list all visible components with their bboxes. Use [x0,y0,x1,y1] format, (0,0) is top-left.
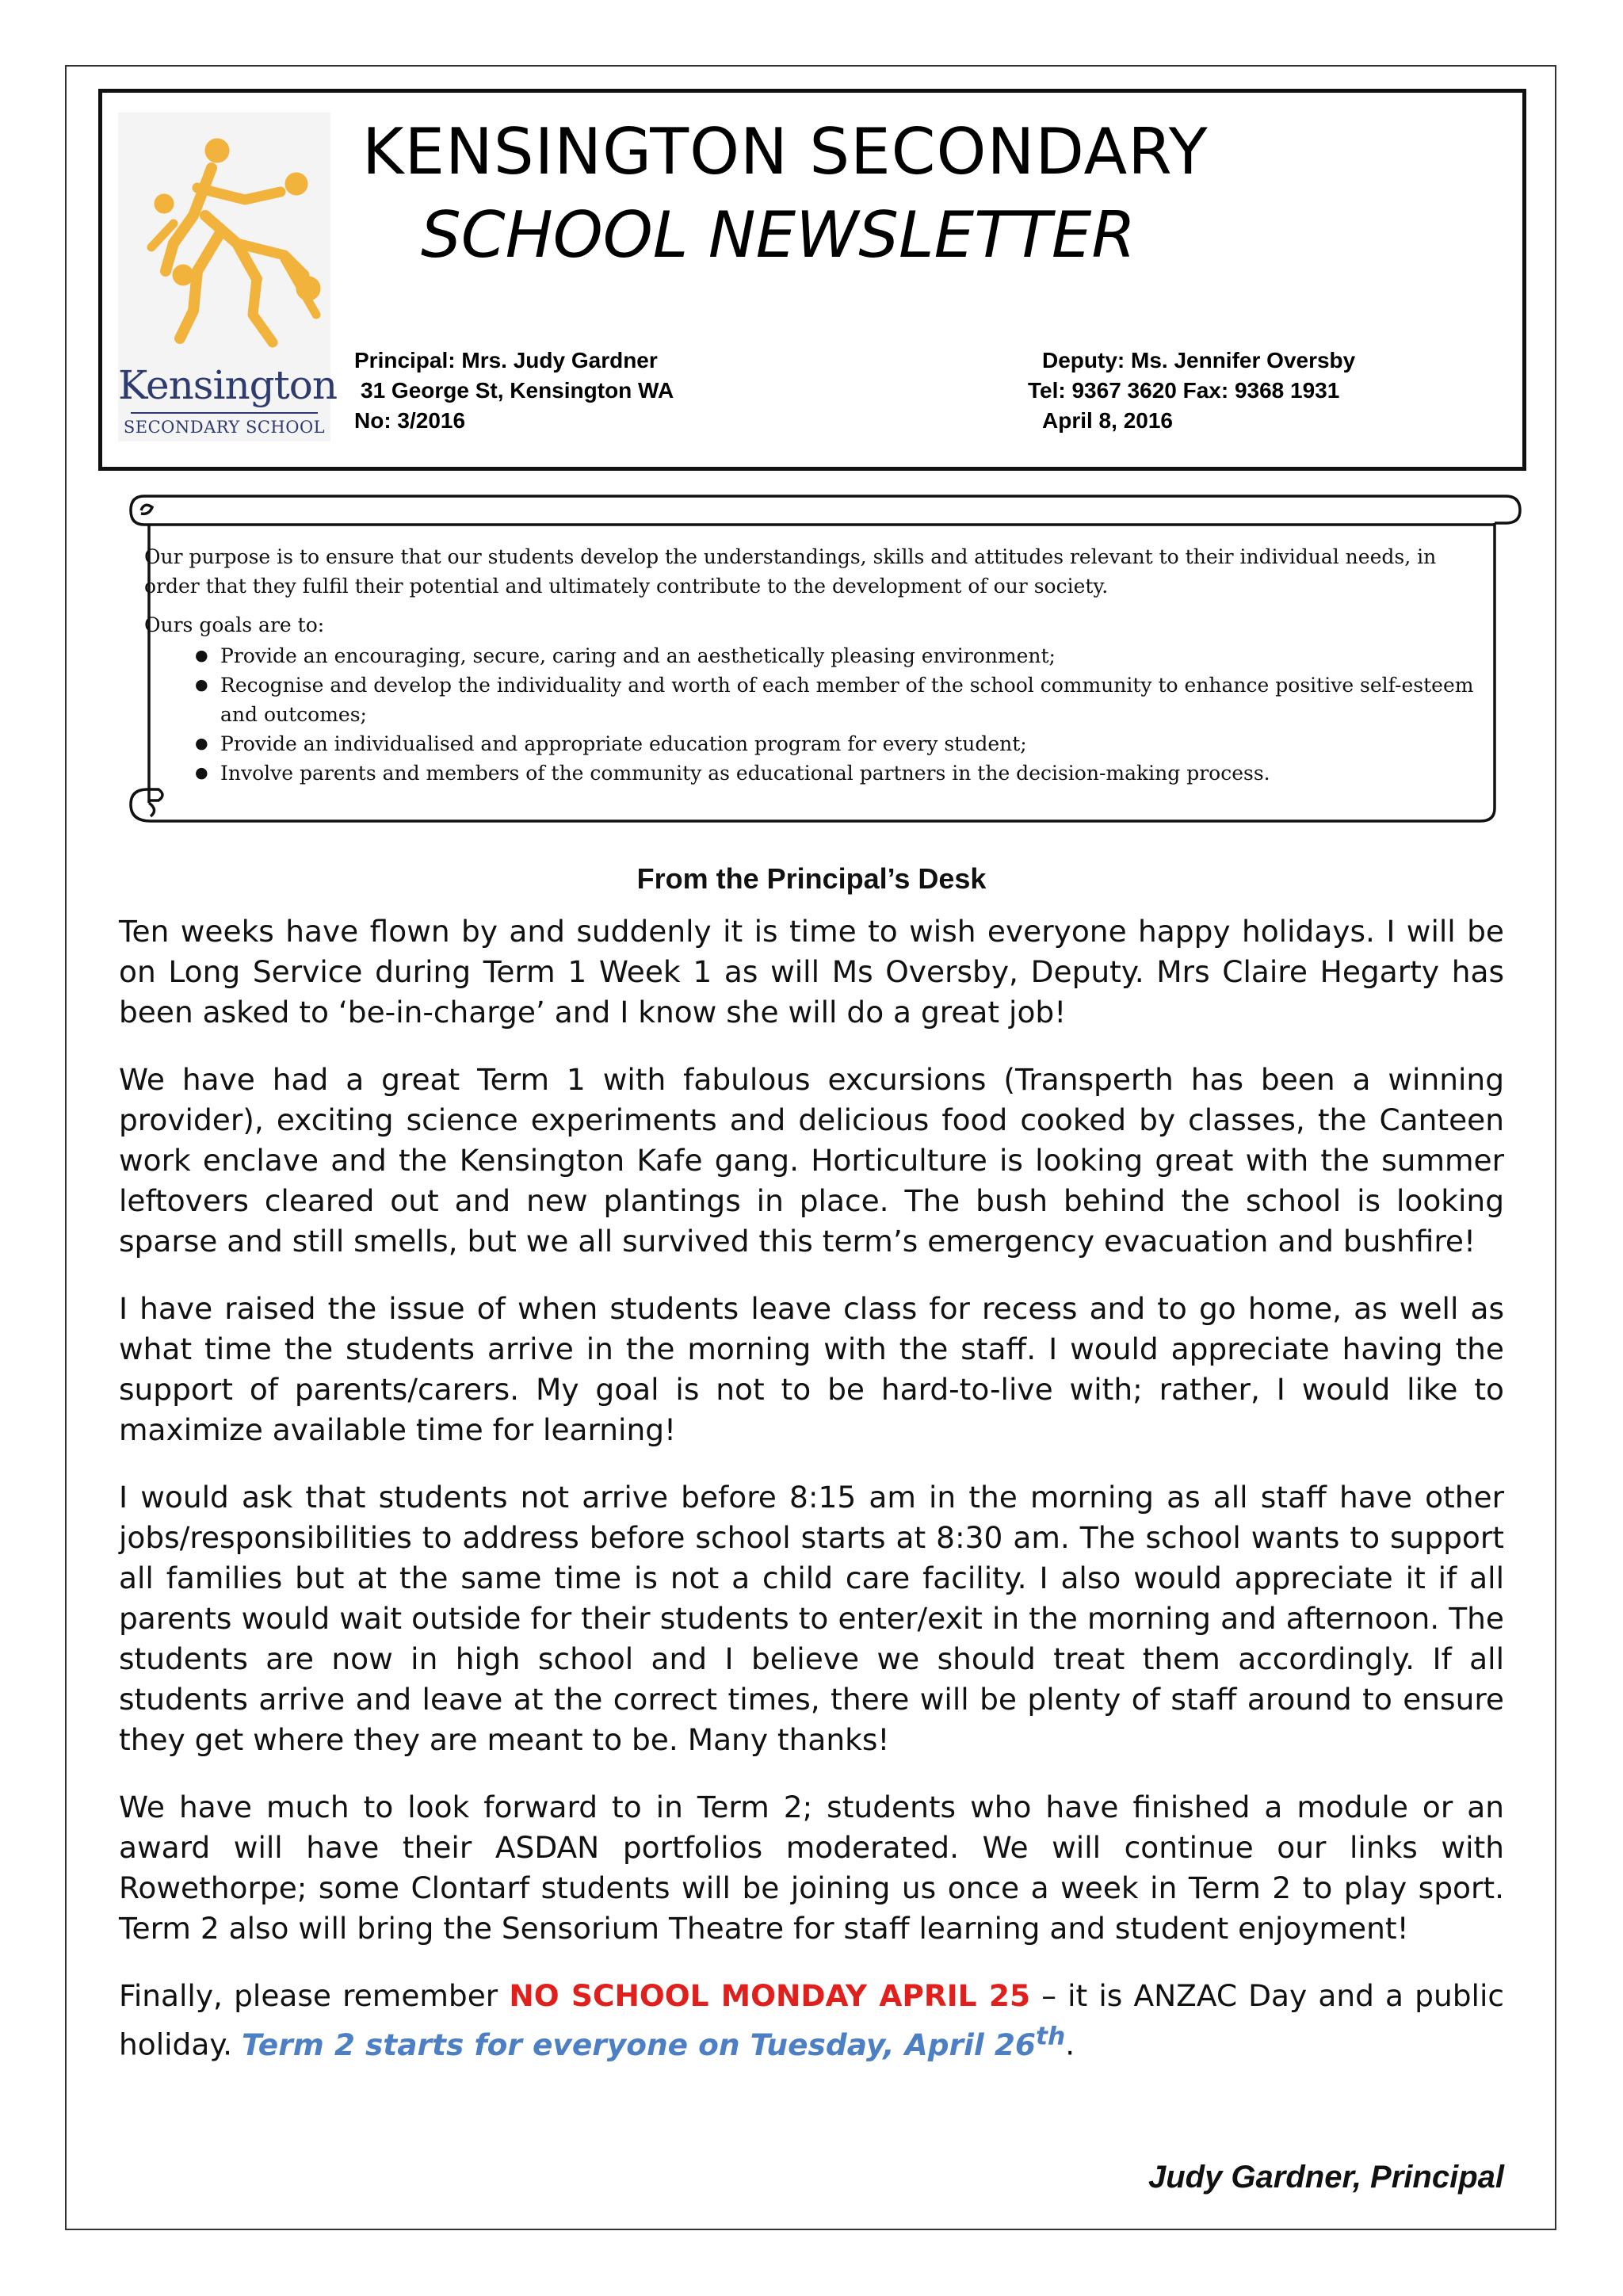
list-item: ● Provide an individualised and appropriate education program for every student; [220,729,1491,758]
goals-list [144,641,1491,788]
article-body [119,911,1504,2092]
principal-name: Principal: Mrs. Judy Gardner [354,348,658,372]
goals-label: Ours goals are to: [144,613,325,636]
logo-figures-icon [118,113,330,362]
term2-start-notice [242,2022,1066,2062]
mission-scroll [127,490,1526,829]
term2-superscript: th [1036,2022,1066,2050]
article-paragraph: We have much to look forward to in Term 2; students who have finished a module or an award will have their ASDAN portfolios moderated. We will continue our links with Rowethorpe; some Clontarf students will be joining us once a week in Term 2 to play sport. Term 2 also will bring the Sensorium Theatre for staff learning and student enjoyment! [119,1790,1504,1946]
article-paragraph: I would ask that students not arrive before 8:15 am in the morning as all staff have other jobs/responsibilities to address before school starts at 8:30 am. The school wants to support all families but at the same time is not a child care facility. I also would appreciate it if all parents would wait outside for their students to enter/exit in the morning and afternoon. The students are now in high school and I believe we should treat them accordingly. If all students arrive and leave at the correct times, there will be plenty of staff around to ensure they get where they are meant to be. Many thanks! [119,1480,1504,1757]
list-item: ● Provide an encouraging, secure, caring and an aesthetically pleasing environment; [220,641,1491,670]
issue-number: No: 3/2016 [354,408,466,433]
issue-date: April 8, 2016 [1042,408,1173,433]
newsletter-title-line2: SCHOOL NEWSLETTER [421,198,1136,272]
article-paragraph: I have raised the issue of when students leave class for recess and to go home, as well as what time the students arrive in the morning with the staff. I would appreciate having the support of parents/carers. My goal is not to be hard-to-live with; rather, I would like to maximize available time for learning! [119,1291,1504,1447]
logo-divider [131,412,318,414]
logo-wordmark: Kensington [118,362,338,408]
contact-numbers: Tel: 9367 3620 Fax: 9368 1931 [1028,378,1340,403]
article-paragraph: Ten weeks have flown by and suddenly it is time to wish everyone happy holidays. I will be on Long Service during Term 1 Week 1 as will Ms Oversby, Deputy. Mrs Claire Hegarty has been asked to ‘be-in-charge’ and I know she will do a great job! [119,914,1504,1030]
signature: Judy Gardner, Principal [1148,2160,1504,2195]
newsletter-title-line1: KENSINGTON SECONDARY [362,115,1209,189]
school-logo [118,113,338,441]
newsletter-header [98,89,1526,471]
term2-text: Term 2 starts for everyone on Tuesday, April 26 [242,2027,1037,2062]
final-end: . [1065,2027,1075,2062]
no-school-notice: NO SCHOOL MONDAY APRIL 25 [509,1978,1031,2013]
article-paragraph: We have had a great Term 1 with fabulous excursions (Transperth has been a winning provider), exciting science experiments and delicious food cooked by classes, the Canteen work enclave and the Kensington Kafe gang. Horticulture is looking great with the summer leftovers cleared out and new plantings in place. The bush behind the school is looking sparse and still smells, but we all survived this term’s emergency evacuation and bushfire! [119,1062,1504,1259]
article-title: From the Principal’s Desk [636,862,987,895]
deputy-name: Deputy: Ms. Jennifer Oversby [1042,348,1356,372]
school-address: 31 George St, Kensington WA [361,378,674,403]
list-item: ● Recognise and develop the individuality and worth of each member of the school community to enhance positive self-esteem and outcomes; [220,670,1491,729]
final-prefix: Finally, please remember [119,1978,510,2013]
logo-subtitle: SECONDARY SCHOOL [123,418,326,437]
final-paragraph [119,1976,1504,2065]
list-item: ● Involve parents and members of the community as educational partners in the decision-making process. [220,758,1491,788]
mission-statement [144,542,1491,788]
purpose-text: Our purpose is to ensure that our students develop the understandings, skills and attitudes relevant to their individual needs, in order that they fulfil their potential and ultimately contribute to the development of our society. [144,545,1437,598]
final-middle: – it is ANZAC Day and a public holiday. [119,1978,1505,2062]
